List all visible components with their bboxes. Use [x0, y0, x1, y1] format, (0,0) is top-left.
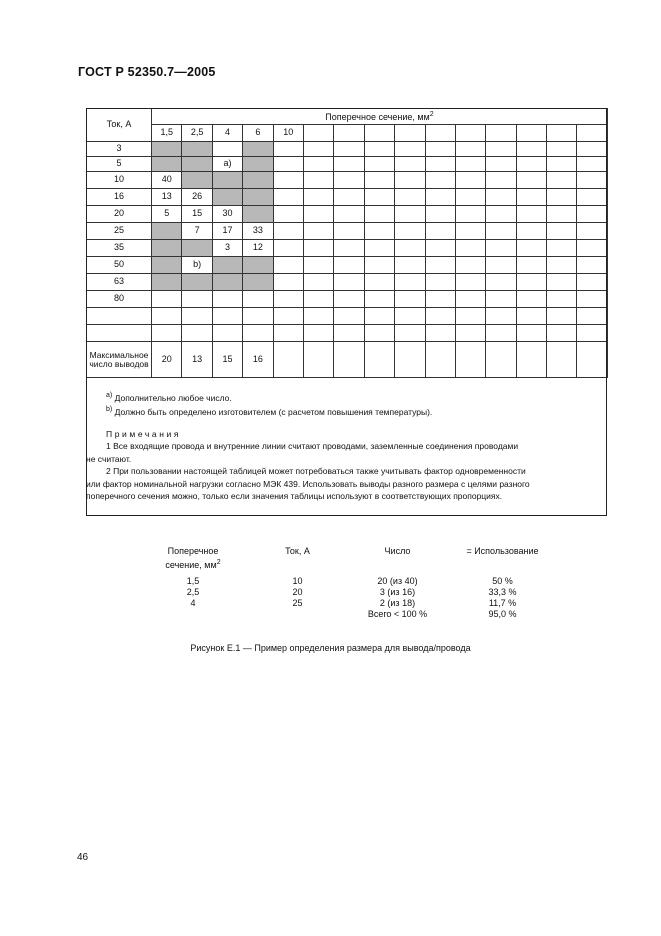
- example-header-current: Ток, А: [285, 546, 310, 556]
- figure-caption: Рисунок Е.1 — Пример определения размера для вывода/провода: [190, 643, 471, 653]
- table-cell: b): [182, 257, 212, 274]
- note-1-line-1: 1 Все входящие провода и внутренние линии считают проводами, заземленные соединения проводами: [106, 441, 519, 452]
- section-col-header: 1,5: [152, 125, 182, 142]
- note-2-line-3: поперечного сечения можно, только если значения таблицы используют в соответствующих пропорциях.: [86, 491, 503, 502]
- max-outputs-value: 20: [152, 342, 182, 378]
- table-cell: 7: [182, 223, 212, 240]
- section-header: Поперечное сечение, $мм^2$: [152, 109, 608, 125]
- footnote-b: $^{b)}$ Должно быть определено изготовителем (с расчетом повышения температуры).: [106, 406, 433, 418]
- table-cell: 40: [152, 172, 182, 189]
- table-cell: 17: [212, 223, 242, 240]
- current-value: 20: [87, 206, 152, 223]
- table-cell: 30: [212, 206, 242, 223]
- example-col-count: 20 (из 40) 3 (из 16) 2 (из 18) Всего < 100 %: [367, 576, 428, 619]
- notes-title: Примечания: [106, 428, 182, 439]
- section-col-header: 4: [212, 125, 242, 142]
- table-cell: 5: [152, 206, 182, 223]
- example-col-section: 1,5 2,5 4: [186, 576, 200, 608]
- table-cell: 13: [152, 189, 182, 206]
- current-value: 16: [87, 189, 152, 206]
- max-outputs-label: Максимальное число выводов: [87, 342, 152, 378]
- max-outputs-value: 13: [182, 342, 212, 378]
- section-col-header: 6: [243, 125, 273, 142]
- table-cell: a): [212, 157, 242, 172]
- current-value: 50: [87, 257, 152, 274]
- current-value: 5: [87, 157, 152, 172]
- current-value: 63: [87, 274, 152, 291]
- footnote-a: $^{a)}$ Дополнительно любое число.: [106, 392, 232, 403]
- table-cell: 3: [212, 240, 242, 257]
- current-value: 10: [87, 172, 152, 189]
- page-number: 46: [77, 852, 89, 863]
- max-outputs-value: 16: [243, 342, 273, 378]
- table-cell: 12: [243, 240, 273, 257]
- note-2-line-2: или фактор номинальной нагрузки согласно МЭК 439. Использовать выводы разного размера с целями разного: [86, 478, 530, 489]
- document-title: ГОСТ Р 52350.7—2005: [78, 65, 216, 79]
- current-value: 25: [87, 223, 152, 240]
- example-col-usage: 50 % 33,3 % 11,7 % 95,0 %: [488, 576, 517, 619]
- current-value: 80: [87, 291, 152, 308]
- current-value: 35: [87, 240, 152, 257]
- max-outputs-value: 15: [212, 342, 242, 378]
- example-header-count: Число: [384, 546, 411, 556]
- note-1-line-2: не считают.: [86, 453, 132, 464]
- table-cell: 15: [182, 206, 212, 223]
- note-2-line-1: 2 При пользовании настоящей таблицей может потребоваться также учитывать фактор одновременности: [106, 466, 526, 477]
- table-cell: 33: [243, 223, 273, 240]
- current-header: Ток, А: [87, 109, 152, 142]
- table-notes: [86, 390, 596, 503]
- section-col-header: 2,5: [182, 125, 212, 142]
- example-header-section: Поперечное сечение, $мм^2$: [165, 546, 221, 570]
- section-col-header: 10: [273, 125, 303, 142]
- table-cell: 26: [182, 189, 212, 206]
- current-value: 3: [87, 142, 152, 157]
- example-header-usage: = Использование: [466, 546, 539, 556]
- example-col-current: 10 20 25: [292, 576, 303, 608]
